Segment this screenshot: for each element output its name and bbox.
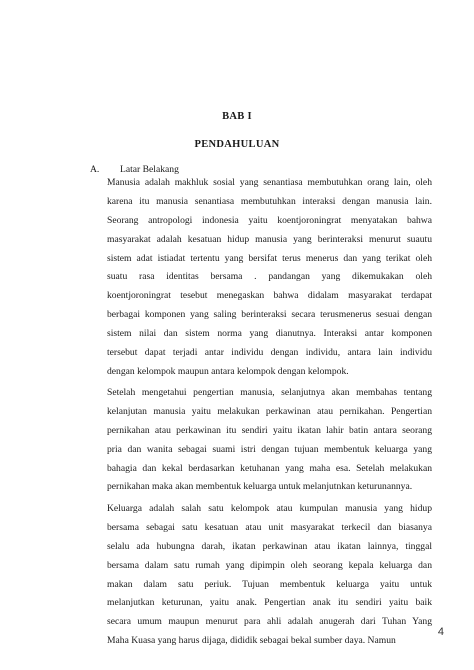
text-line: kelanjutan manusia yaitu melakukan perkawinan atau pernikahan. Pengertian (107, 405, 432, 417)
text-line: Maha Kuasa yang harus dijaga, dididik sebagai bekal sumber daya. Namun (107, 635, 396, 647)
text-line: suatu rasa identitas bersama . pandangan yang dikemukakan oleh (107, 271, 432, 283)
paragraph-2 (107, 384, 432, 497)
section-title: Latar Belakang (120, 164, 179, 175)
text-line: secara umum maupun menurut para ahli adalah anugerah dari Tuhan Yang (107, 616, 432, 628)
text-line: selalu ada hubungna darah, ikatan perkawinan atau ikatan lainnya, tinggal (107, 540, 432, 552)
text-line: masyarakat adalah kesatuan hidup manusia yang berinteraksi menurut suautu (107, 233, 432, 245)
text-line: melanjutkan keturunan, yaitu anak. Pengertian anak itu sendiri yaitu baik (107, 597, 432, 609)
text-line: dengan kelompok maupun antara kelompok dengan kelompok. (107, 365, 349, 377)
text-line: tersebut dapat terjadi antar individu dengan individu, antara lain individu (107, 347, 432, 359)
section-number: A. (90, 164, 100, 175)
text-line: Seorang antropologi indonesia yaitu koentjoroningrat menyatakan bahwa (107, 214, 432, 226)
text-line: bahagia dan kekal berdasarkan ketuhanan yang maha esa. Setelah melakukan (107, 462, 432, 474)
chapter-label: BAB I (222, 111, 252, 122)
text-line: bersama dalam satu rumah yang dipimpin oleh seorang kepala keluarga dan (107, 559, 432, 571)
text-line: sistem nilai dan sistem norma yang dianutnya. Interaksi antar komponen (107, 328, 432, 340)
text-line: sistem adat istiadat tertentu yang bersifat terus menerus dan yang terikat oleh (107, 252, 432, 264)
text-line: berbagai komponen yang saling berinteraksi secara terusmenerus sesuai dengan (107, 309, 432, 321)
text-line: koentjoroningrat tesebut menegaskan bahwa didalam masyarakat terdapat (107, 290, 432, 302)
text-line: pernikahan maka akan membentuk keluarga untuk melanjutnkan keturunannya. (107, 481, 413, 493)
paragraph-1 (107, 174, 432, 382)
page-number: 4 (437, 626, 444, 638)
text-line: karena itu manusia senantiasa membutuhkan interaksi dengan manusia lain. (107, 195, 432, 207)
chapter-title: PENDAHULUAN (194, 139, 280, 150)
text-line: Keluarga adalah salah satu kelompok atau kumpulan manusia yang hidup (107, 503, 432, 514)
text-line: pernikahan atau perkawinan itu sendiri yaitu ikatan lahir batin antara seorang (107, 424, 432, 436)
paragraph-3 (107, 500, 432, 651)
text-line: makan dalam satu periuk. Tujuan membentuk keluarga yaitu untuk (107, 578, 432, 590)
text-line: pria dan wanita sebagai suami istri dengan tujuan membentuk keluarga yang (107, 443, 432, 455)
text-line: bersama sebagai satu kesatuan atau unit masyarakat terkecil dan biasanya (107, 521, 432, 533)
text-line: Setelah mengetahui pengertian manusia, selanjutnya akan membahas tentang (107, 387, 432, 398)
text-line: Manusia adalah makhluk sosial yang senantiasa membutuhkan orang lain, oleh (107, 177, 432, 188)
